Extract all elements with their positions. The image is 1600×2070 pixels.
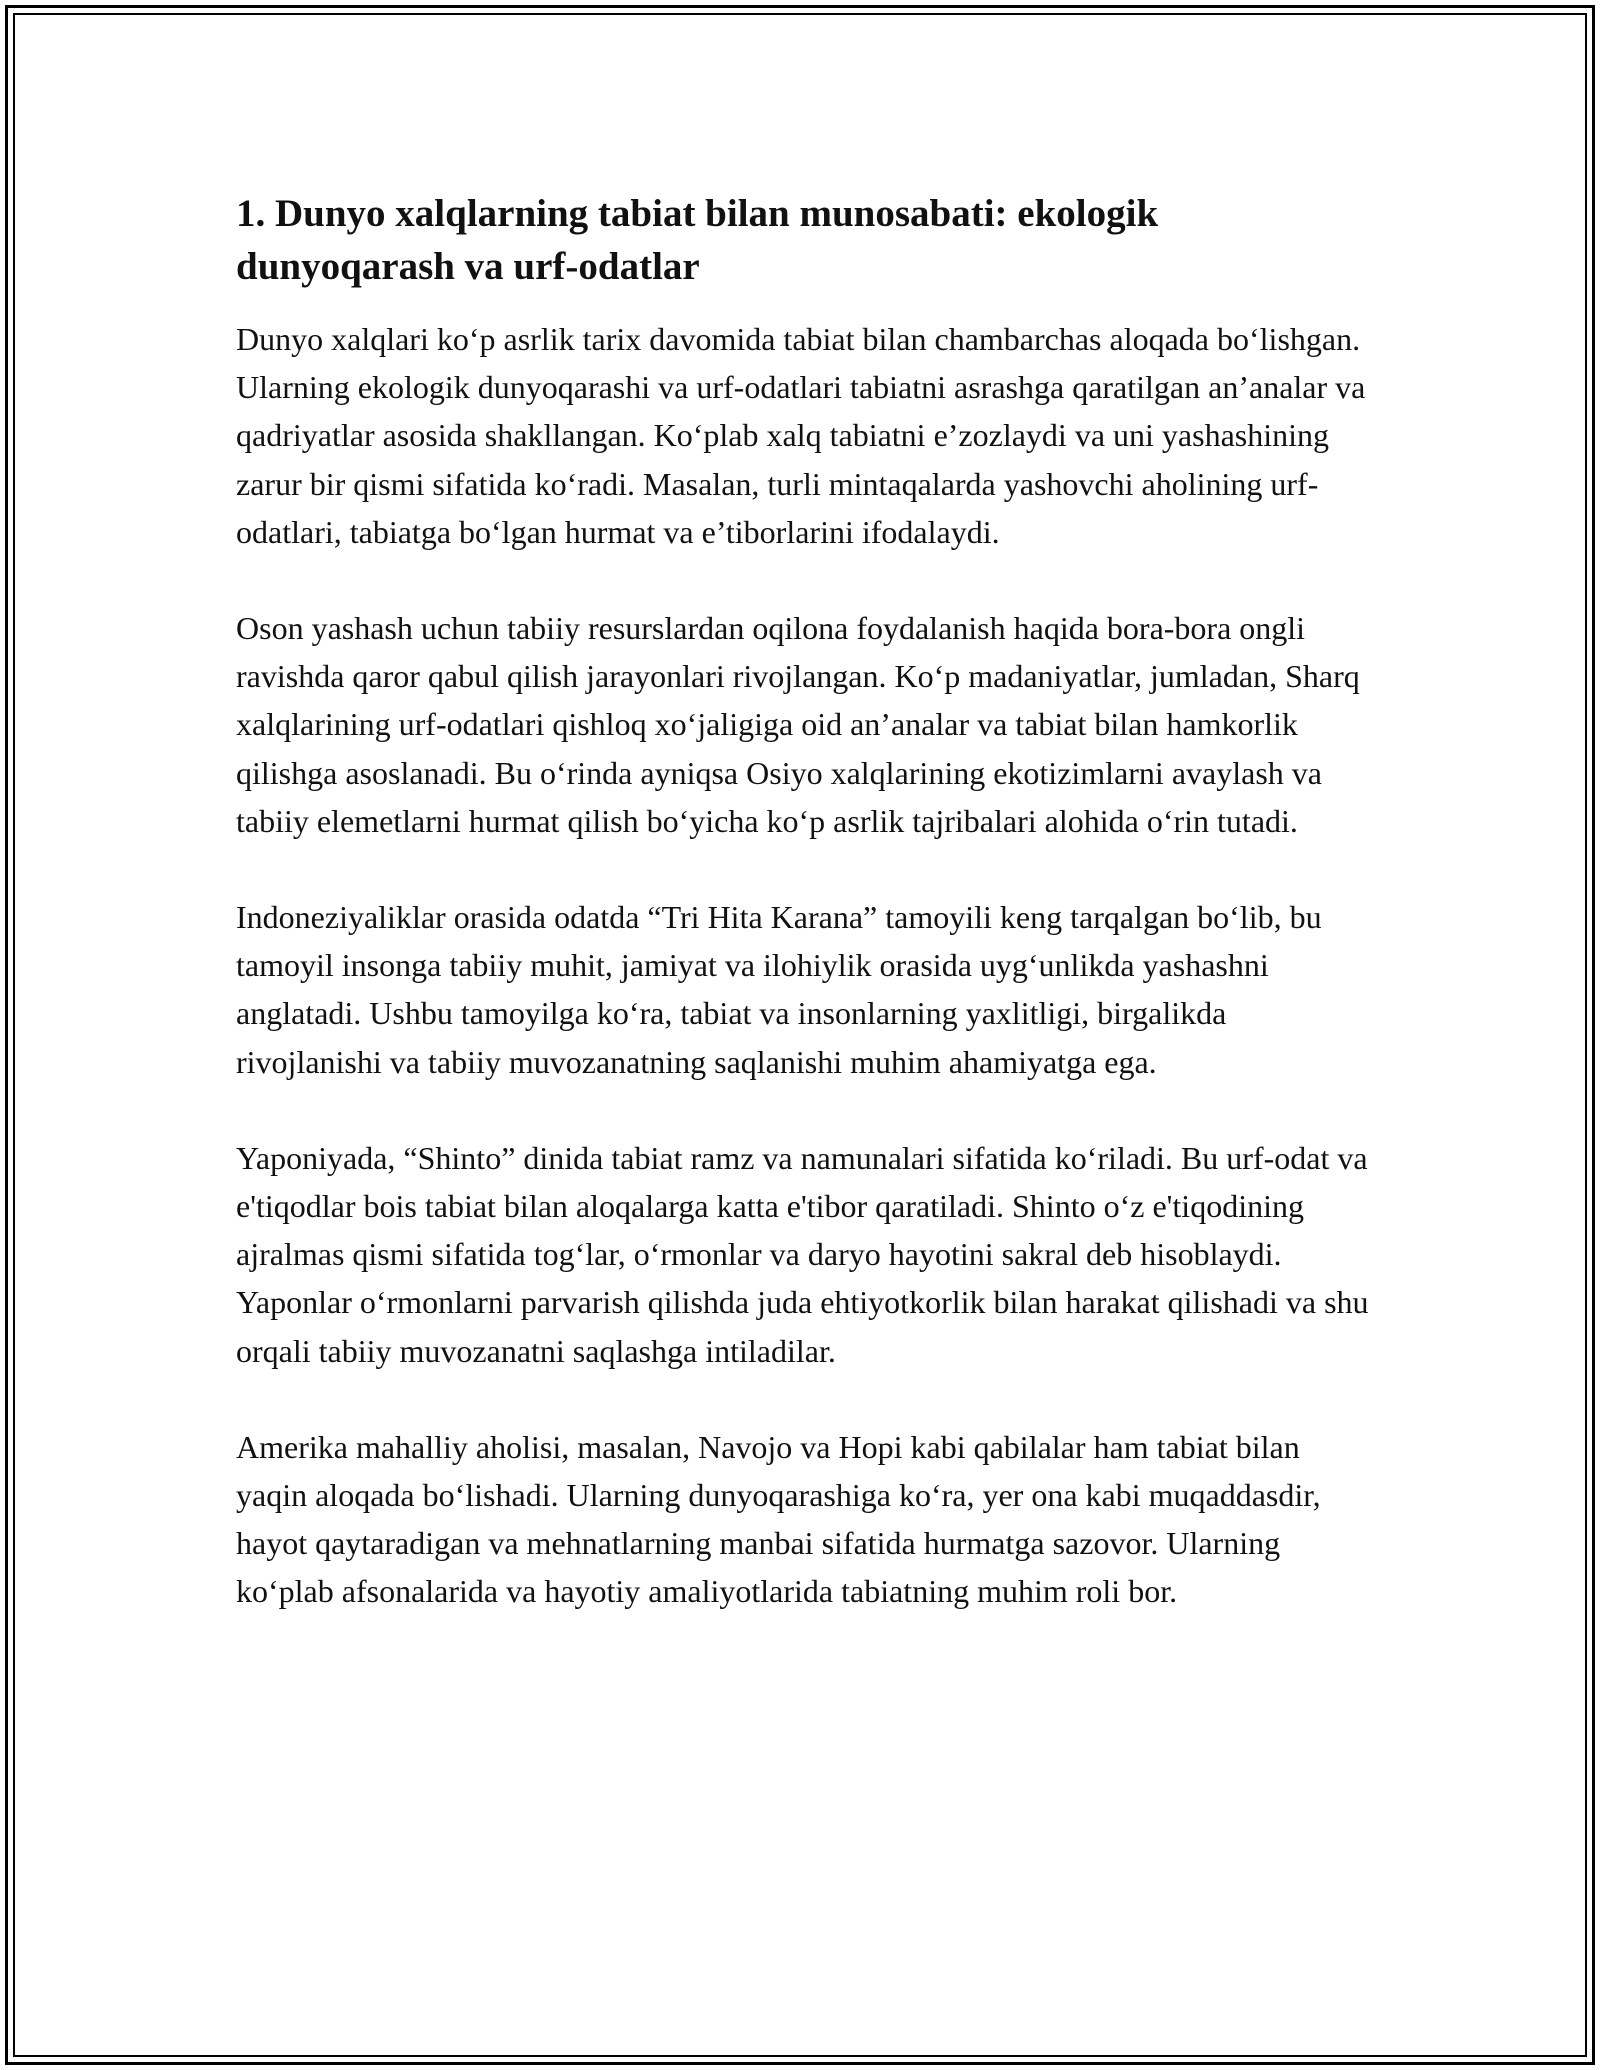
paragraph-japan: Yaponiyada, “Shinto” dinida tabiat ramz va namunalari sifatida ko‘riladi. Bu urf-odat va e'tiqodlar bois tabiat bilan aloqalarga katta e'tibor qaratiladi. Shinto o‘z e'tiqodining ajralmas qismi sifatida tog‘lar, o‘rmonlar va daryo hayotini sakral deb hisoblaydi. Yaponlar o‘rmonlarni parvarish qilishda juda ehtiyotkorlik bilan harakat qilishadi va shu orqali tabiiy muvozanatni saqlashga intiladilar. <box>236 1139 1369 1369</box>
section-heading: 1. Dunyo xalqlarning tabiat bilan munosabati: ekologik dunyoqarash va urf-odatlar <box>236 192 1159 288</box>
document-body <box>236 187 1372 1664</box>
paragraph-america: Amerika mahalliy aholisi, masalan, Navojo va Hopi kabi qabilalar ham tabiat bilan yaqin aloqada bo‘lishadi. Ularning dunyoqarashiga ko‘ra, yer ona kabi muqaddasdir, hayot qaytaradigan va mehnatlarning manbai sifatida hurmatga sazovor. Ularning ko‘plab afsonalarida va hayotiy amaliyotlarida tabiatning muhim roli bor. <box>236 1428 1321 1610</box>
paragraph-intro: Dunyo xalqlari ko‘p asrlik tarix davomida tabiat bilan chambarchas aloqada bo‘lishgan. Ularning ekologik dunyoqarashi va urf-odatlari tabiatni asrashga qaratilgan an’analar va qadriyatlar asosida shakllangan. Ko‘plab xalq tabiatni e’zozlaydi va uni yashashining zarur bir qismi sifatida ko‘radi. Masalan, turli mintaqalarda yashovchi aholining urf-odatlari, tabiatga bo‘lgan hurmat va e’tiborlarini ifodalaydi. <box>236 321 1366 550</box>
paragraph-indonesia: Indoneziyaliklar orasida odatda “Tri Hita Karana” tamoyili keng tarqalgan bo‘lib, bu tamoyil insonga tabiiy muhit, jamiyat va ilohiylik orasida uyg‘unlikda yashashni anglatadi. Ushbu tamoyilga ko‘ra, tabiat va insonlarning yaxlitligi, birgalikda rivojlanishi va tabiiy muvozanatning saqlanishi muhim ahamiyatga ega. <box>236 899 1322 1080</box>
paragraph-resources: Oson yashash uchun tabiiy resurslardan oqilona foydalanish haqida bora-bora ongli ravishda qaror qabul qilish jarayonlari rivojlangan. Ko‘p madaniyatlar, jumladan, Sharq xalqlarining urf-odatlari qishloq xo‘jaligiga oid an’analar va tabiat bilan hamkorlik qilishga asoslanadi. Bu o‘rinda ayniqsa Osiyo xalqlarining ekotizimlarni avaylash va tabiiy elemetlarni hurmat qilish bo‘yicha ko‘p asrlik tajribalari alohida o‘rin tutadi. <box>236 610 1360 839</box>
